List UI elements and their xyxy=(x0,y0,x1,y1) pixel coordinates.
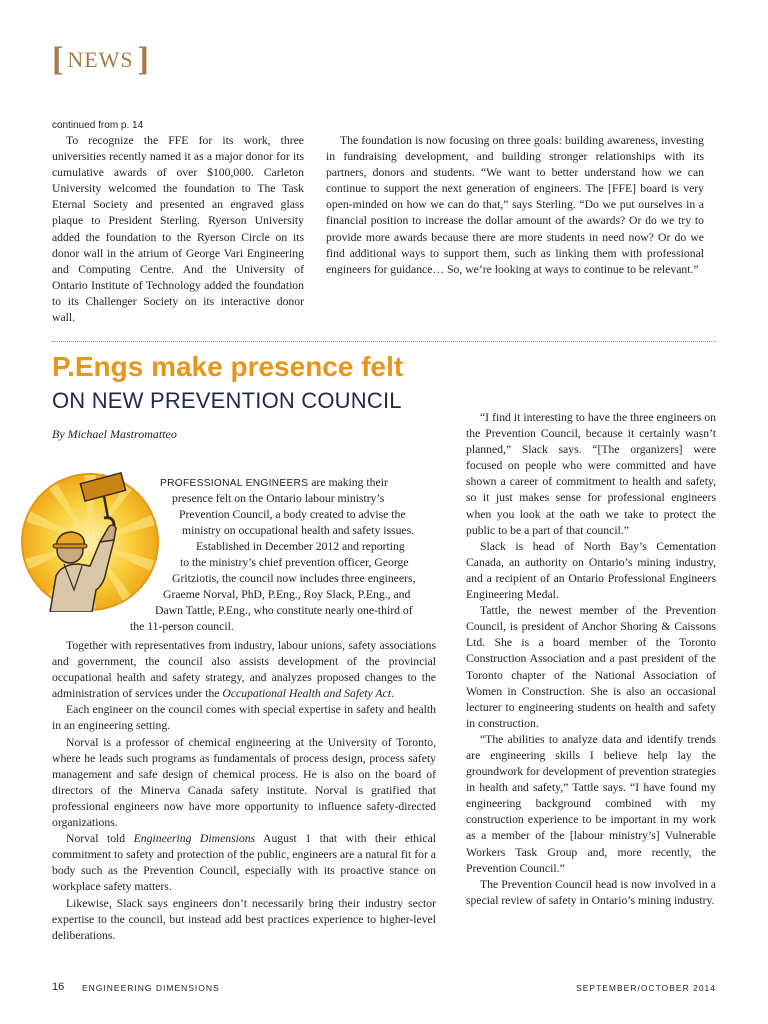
paragraph: Likewise, Slack says engineers don’t necessarily bring their industry sector expertise to the council, but instead add best practices experience to higher-level deliberations. xyxy=(52,896,436,942)
paragraph: “The abilities to analyze data and identify trends are engineering skills I believe help lay the groundwork for development of prevention strategies in health and safety,” Tattle says. “I have found my engineering background combined with my construction experience to be important in my work as a member of the [labour ministry’s] Vulnerable Workers Task Group and, more recently, the Prevention Council.” xyxy=(466,732,716,875)
paragraph: Together with representatives from industry, labour unions, safety associations and government, the council also assists development of the provincial occupational health and safety strategy, and analyzes proposed changes to the administration of services under the Occupational Health and Safety Act. xyxy=(52,639,436,701)
article-headline: P.Engs make presence felt xyxy=(52,351,404,382)
section-header xyxy=(52,40,149,80)
publication-name: ENGINEERING DIMENSIONS xyxy=(82,983,220,993)
paragraph: Norval told Engineering Dimensions August 1 that with their ethical commitment to safety and protection of the public, engineers are a natural fit for a body such as the Prevention Council, especially with its proactive stance on workplace safety matters. xyxy=(52,832,437,894)
issue-date: SEPTEMBER/OCTOBER 2014 xyxy=(576,983,716,993)
lead-line: Graeme Norval, PhD, P.Eng., Roy Slack, P.Eng., and xyxy=(163,588,411,601)
continued-column-left xyxy=(52,133,304,326)
lead-line: Gritziotis, the council now includes three engineers, xyxy=(172,572,416,585)
lead-line: the 11-person council. xyxy=(130,620,234,633)
lead-line: Dawn Tattle, P.Eng., who constitute nearly one-third of xyxy=(155,604,413,617)
lead-line-text: are making their xyxy=(308,476,388,489)
section-bracket-open: [ xyxy=(52,41,64,78)
paragraph: Norval is a professor of chemical engineering at the University of Toronto, where he leads such programs as fundamentals of process design, process safety management and safe design of chemical process. He is also on the board of directors of the Minerva Canada safety institute. Norval is gratified that professional engineers now have more opportunity to influence safety-directed organizations. xyxy=(52,735,436,830)
paragraph: The foundation is now focusing on three goals: building awareness, investing in fundraising development, and building stronger relationships with its partners, donors and students. “We want to better understand how we can continue to support the next generation of engineers. The [FFE] board is very open-minded on how we can do that,” says Sterling. “Do we put ourselves in a financial position to increase the dollar amount of the awards? Or do we try to provide more awards because there are more students in need now? Or do we find additional ways to support them, such as linking them with professional engineers for guidance… So, we’re looking at ways to continue to be relevant.” xyxy=(326,134,704,276)
article-subhead: ON NEW PREVENTION COUNCIL xyxy=(52,388,402,413)
construction-worker-illustration xyxy=(20,472,160,612)
lead-caps: PROFESSIONAL ENGINEERS xyxy=(160,478,309,489)
paragraph: To recognize the FFE for its work, three universities recently named it as a major donor for its cumulative awards of over $100,000. Carleton University welcomed the foundation to The Task Eternal Society and presented an engraved glass plaque to President Sterling. Ryerson University added the foundation to the Ryerson Circle on its donor wall in the atrium of George Vari Engineering and Computing Centre. And the University of Ontario Institute of Technology added the foundation to its Challenger Society on its interactive donor wall. xyxy=(52,134,304,325)
article-column-right xyxy=(466,410,716,909)
section-bracket-close: ] xyxy=(137,41,149,78)
section-divider xyxy=(52,341,716,342)
page-number: 16 xyxy=(52,981,65,993)
paragraph: Slack is head of North Bay’s Cementation Canada, an authority on Ontario’s mining industry, and a recipient of an Ontario Professional Engineers Engineering Medal. xyxy=(466,539,716,602)
worker-graphic xyxy=(20,472,160,612)
paragraph: Each engineer on the council comes with special expertise in safety and health in an engineering setting. xyxy=(52,703,436,733)
lead-line xyxy=(160,475,388,492)
section-label: NEWS xyxy=(67,47,134,72)
paragraph: “I find it interesting to have the three engineers on the Prevention Council, because it certainly wasn’t planned,” Slack says. “[The organizers] were focused on people who were committed and have shown a career of commitment to health and safety, so it just makes sense for professional engineers when you look at the oath we take to protect the public to be a part of that council.” xyxy=(466,411,716,537)
article-column-left xyxy=(52,638,436,944)
lead-line: Prevention Council, a body created to advise the xyxy=(179,508,406,521)
continued-column-right xyxy=(326,133,704,278)
lead-line: to the ministry’s chief prevention officer, George xyxy=(180,556,409,569)
paragraph: Tattle, the newest member of the Prevention Council, is president of Anchor Shoring & Caissons Ltd. She is a board member of the Toronto Construction Association and a past president of the Toronto chapter of the National Association of Women in Construction. She is also an occasional lecturer to engineering students on health and safety in construction. xyxy=(466,604,716,730)
page-footer xyxy=(52,981,716,995)
article-byline: By Michael Mastromatteo xyxy=(52,427,177,441)
lead-line: Established in December 2012 and reporting xyxy=(196,540,405,553)
paragraph: The Prevention Council head is now involved in a special review of safety in Ontario’s mining industry. xyxy=(466,877,716,907)
continued-note: continued from p. 14 xyxy=(52,120,144,131)
lead-line: ministry on occupational health and safety issues. xyxy=(182,524,415,537)
lead-line: presence felt on the Ontario labour ministry’s xyxy=(172,492,385,505)
